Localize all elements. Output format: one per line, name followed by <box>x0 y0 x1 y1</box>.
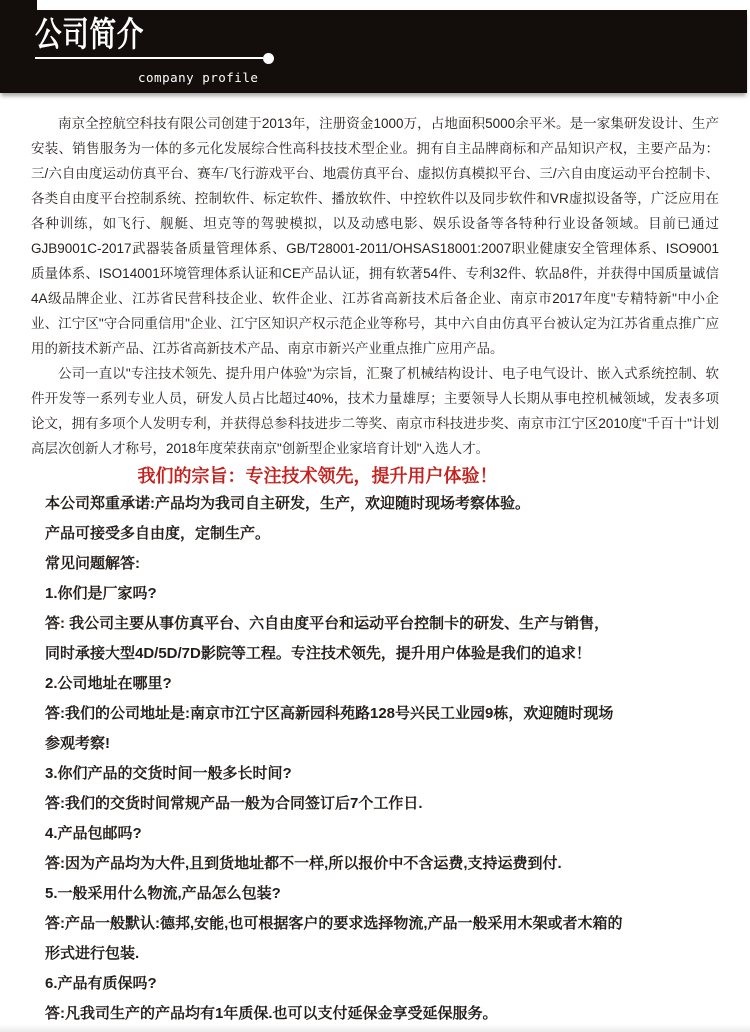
promise-statement-2: 产品可接受多自由度，定制生产。 <box>45 525 271 542</box>
content-area <box>0 93 750 1029</box>
faq-heading: 常见问题解答: <box>45 555 140 572</box>
underline-dot <box>263 53 274 64</box>
faq-answer-line: 答: 我公司主要从事仿真平台、六自由度平台和运动平台控制卡的研发、生产与销售， <box>45 615 610 632</box>
about-paragraph-1: 南京全控航空科技有限公司创建于2013年，注册资金1000万，占地面积5000余平米。是一家集研发设计、生产安装、销售服务为一体的多元化发展综合性高科技技术型企业。拥有自主品牌商标和产品知识产权，主要产品为：三/六自由度运动仿真平台、赛车/飞行游戏平台、地震仿真平台、虚拟仿真模拟平台、三/六自由度运动平台控制卡、各类自由度平台控制系统、控制软件、标定软件、播放软件、中控软件以及同步软件和VR虚拟设备等，广泛应用在各种训练，如飞行、舰艇、坦克等的驾驶模拟，以及动感电影、娱乐设备等各特种行业设备领域。目前已通过GJB9001C-2017武器装备质量管理体系、GB/T28001-2011/OHSAS18001:2007职业健康安全管理体系、ISO9001质量体系、ISO14001环境管理体系认证和CE产品认证，拥有软著54件、专利32件、软品8件，并获得中国质量诚信4A级品牌企业、江苏省民营科技企业、软件企业、江苏省高新技术后备企业、南京市2017年度"专精特新"中小企业、江宁区"守合同重信用"企业、江宁区知识产权示范企业等称号，其中六自由仿真平台被认定为江苏省重点推广应用的新技术新产品、江苏省高新技术产品、南京市新兴产业重点推广应用产品。 <box>31 116 719 356</box>
header-banner <box>0 10 747 93</box>
promise-and-faq-block <box>31 489 719 1029</box>
faq-item-5 <box>45 879 719 969</box>
slogan-heading: 我们的宗旨：专注技术领先，提升用户体验！ <box>137 466 498 486</box>
faq-answer-line: 答:我们的交货时间常规产品一般为合同签订后7个工作日. <box>45 795 423 812</box>
faq-answer-line: 答:因为产品均为大件,且到货地址都不一样,所以报价中不含运费,支持运费到付. <box>45 855 562 872</box>
faq-answer-line: 参观考察! <box>45 735 110 752</box>
bottom-divider <box>0 1024 750 1032</box>
faq-question: 3.你们产品的交货时间一般多长时间? <box>45 765 292 782</box>
faq-item-3 <box>45 759 719 819</box>
promise-statement-1: 本公司郑重承诺:产品均为我司自主研发，生产，欢迎随时现场考察体验。 <box>45 495 530 512</box>
faq-question: 2.公司地址在哪里? <box>45 675 172 692</box>
faq-question: 5.一般采用什么物流,产品怎么包装? <box>45 885 281 902</box>
faq-answer-line: 答:凡我司生产的产品均有1年质保.也可以支付延保金享受延保服务。 <box>45 1005 498 1022</box>
faq-item-2 <box>45 669 719 759</box>
faq-answer-line: 答:产品一般默认:德邦,安能,也可根据客户的要求选择物流,产品一般采用木架或者木箱的 <box>45 915 623 932</box>
faq-answer-line: 同时承接大型4D/5D/7D影院等工程。专注技术领先，提升用户体验是我们的追求！ <box>45 645 591 662</box>
about-paragraph-2: 公司一直以"专注技术领先、提升用户体验"为宗旨，汇聚了机械结构设计、电子电气设计、嵌入式系统控制、软件开发等一系列专业人员，研发人员占比超过40%，技术力量雄厚；主要领导人长期从事电控机械领域，发表多项论文，拥有多项个人发明专利，并获得总参科技进步二等奖、南京市科技进步奖、南京市江宁区2010度"千百十"计划高层次创新人才称号，2018年度荣获南京"创新型企业家培育计划"入选人才。 <box>31 366 719 456</box>
faq-answer-line: 形式进行包装. <box>45 945 140 962</box>
faq-question: 1.你们是厂家吗? <box>45 585 157 602</box>
faq-answer-line: 答:我们的公司地址是:南京市江宁区高新园科苑路128号兴民工业园9栋，欢迎随时现场 <box>45 705 614 722</box>
faq-question: 6.产品有质保吗? <box>45 975 157 992</box>
faq-question: 4.产品包邮吗? <box>45 825 142 842</box>
faq-item-6 <box>45 969 719 1029</box>
title-underline <box>35 57 263 59</box>
page-title: 公司简介 <box>35 16 145 54</box>
page-subtitle: company profile <box>138 70 259 85</box>
faq-item-4 <box>45 819 719 879</box>
faq-item-1 <box>45 579 719 669</box>
